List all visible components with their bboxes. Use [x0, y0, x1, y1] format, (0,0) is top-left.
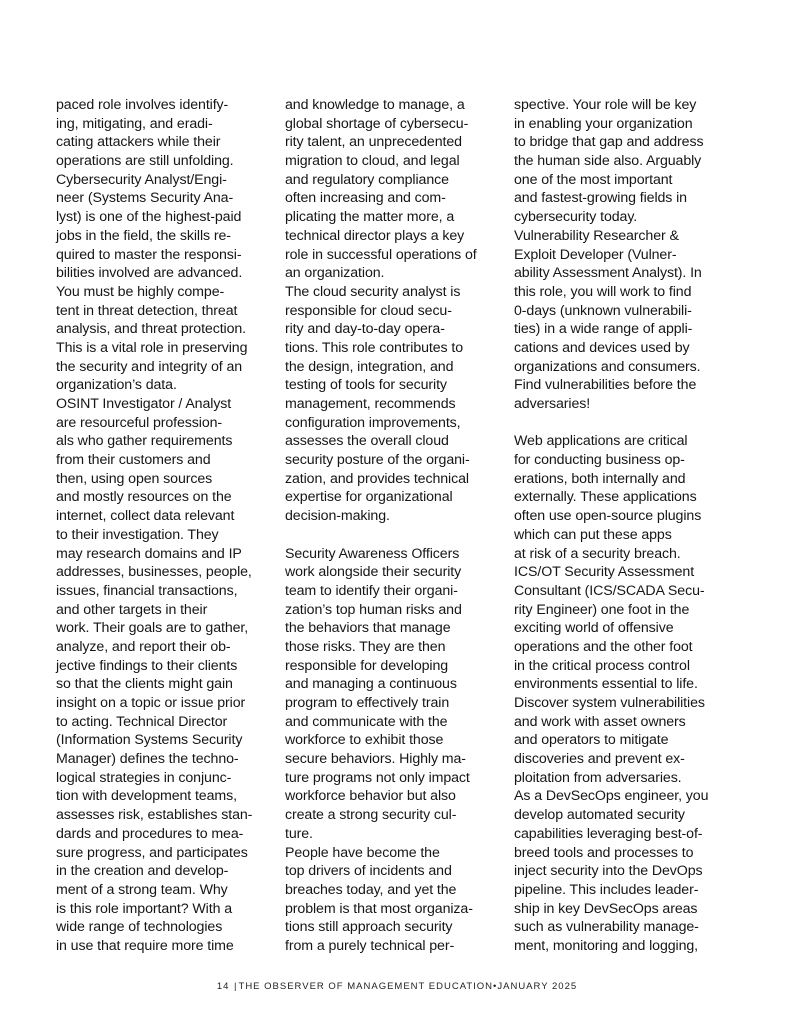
text-line: rity and day-to-day opera-: [285, 321, 445, 338]
publication-name: THE OBSERVER OF MANAGEMENT EDUCATION: [238, 981, 494, 992]
text-line: this role, you will work to find: [514, 283, 692, 300]
text-column-2: [285, 96, 500, 956]
text-line: OSINT Investigator / Analyst: [56, 396, 232, 412]
text-column-1: [56, 96, 271, 956]
text-line: externally. These applications: [514, 489, 697, 506]
text-line: bilities involved are advanced.: [56, 265, 243, 282]
text-line: Security Awareness Officers: [285, 545, 460, 562]
text-line: adversaries!: [514, 396, 591, 412]
text-line: from a purely technical per-: [285, 937, 455, 954]
text-line: plicating the matter more, a: [285, 209, 455, 226]
text-line: dards and procedures to mea-: [56, 825, 244, 842]
text-line: paced role involves identify-: [56, 97, 229, 113]
text-line: inject security into the DevOps: [514, 863, 703, 880]
text-line: in the critical process control: [514, 657, 690, 674]
text-line: assesses risk, establishes stan-: [56, 807, 253, 824]
text-line: program to effectively train: [285, 695, 450, 711]
text-line: ing, mitigating, and eradi-: [56, 115, 213, 132]
text-line: ment, monitoring and logging,: [514, 937, 699, 954]
text-line: an organization.: [285, 265, 385, 282]
text-line: expertise for organizational: [285, 489, 453, 506]
text-line: the design, integration, and: [285, 358, 454, 375]
text-line: to bridge that gap and address: [514, 134, 704, 151]
text-line: then, using open sources: [56, 470, 213, 487]
text-line: top drivers of incidents and: [285, 863, 452, 880]
text-line: those risks. They are then: [285, 638, 446, 655]
text-line: organizations and consumers.: [514, 358, 701, 375]
text-line: team to identify their organi-: [285, 582, 458, 599]
text-line: cating attackers while their: [56, 134, 221, 151]
text-line: (Information Systems Security: [56, 732, 243, 749]
text-line: the human side also. Arguably: [514, 153, 702, 170]
text-line: the security and integrity of an: [56, 358, 243, 375]
footer-separator: |: [234, 981, 238, 992]
text-line: operations are still unfolding.: [56, 153, 234, 170]
text-line: pipeline. This includes leader-: [514, 881, 699, 898]
text-line: and managing a continuous: [285, 676, 457, 693]
text-line: in enabling your organization: [514, 115, 693, 132]
text-line: role in successful operations of: [285, 246, 477, 263]
text-line: capabilities leveraging best-of-: [514, 825, 703, 842]
text-line: Discover system vulnerabilities: [514, 695, 705, 711]
text-line: neer (Systems Security Ana-: [56, 190, 234, 207]
text-line: organization’s data.: [56, 377, 177, 394]
text-line: sure progress, and participates: [56, 844, 248, 861]
text-line: problem is that most organiza-: [285, 900, 473, 917]
text-line: may research domains and IP: [56, 545, 242, 562]
text-line: workforce behavior but also: [285, 788, 456, 805]
text-line: exciting world of offensive: [514, 620, 674, 637]
text-line: insight on a topic or issue prior: [56, 695, 246, 711]
text-line: internet, collect data relevant: [56, 508, 235, 525]
text-line: work alongside their security: [285, 564, 462, 581]
text-line: quired to master the responsi-: [56, 246, 242, 263]
text-line: and regulatory compliance: [285, 171, 449, 188]
text-line: zation, and provides technical: [285, 470, 469, 487]
text-line: rity talent, an unprecedented: [285, 134, 462, 151]
text-line: tions still approach security: [285, 919, 453, 936]
text-line: issues, financial transactions,: [56, 582, 238, 599]
page-footer: [0, 981, 794, 992]
text-line: cations and devices used by: [514, 339, 690, 356]
text-line: so that the clients might gain: [56, 676, 233, 693]
text-line: 0-days (unknown vulnerabili-: [514, 302, 692, 319]
text-line: lyst) is one of the highest-paid: [56, 209, 242, 226]
text-line: [514, 414, 729, 433]
text-line: are resourceful profession-: [56, 414, 223, 431]
text-line: global shortage of cybersecu-: [285, 115, 469, 132]
text-line: People have become the: [285, 844, 440, 861]
text-line: You must be highly compe-: [56, 283, 225, 300]
text-line: environments essential to life.: [514, 676, 698, 693]
text-line: jobs in the field, the skills re-: [56, 227, 231, 244]
text-line: often increasing and com-: [285, 190, 446, 207]
text-line: breaches today, and yet the: [285, 881, 457, 898]
text-line: which can put these apps: [514, 526, 672, 543]
text-line: and work with asset owners: [514, 713, 686, 730]
text-line: Exploit Developer (Vulner-: [514, 246, 677, 263]
text-line: and operators to mitigate: [514, 732, 669, 749]
text-line: The cloud security analyst is: [285, 283, 461, 300]
text-line: decision-making.: [285, 508, 390, 525]
text-line: assesses the overall cloud: [285, 433, 449, 450]
text-line: secure behaviors. Highly ma-: [285, 751, 466, 768]
text-line: and fastest-growing fields in: [514, 190, 687, 207]
text-column-3: [514, 96, 729, 956]
text-line: ment of a strong team. Why: [56, 881, 228, 898]
text-line: Vulnerability Researcher &: [514, 227, 679, 244]
text-line: As a DevSecOps engineer, you: [514, 788, 709, 805]
footer-bullet: •: [493, 981, 498, 992]
text-line: responsible for developing: [285, 657, 449, 674]
text-line: at risk of a security breach.: [514, 545, 681, 562]
text-line: in use that require more time: [56, 937, 234, 954]
text-line: ture.: [285, 825, 313, 842]
text-line: ploitation from adversaries.: [514, 769, 682, 786]
text-line: and mostly resources on the: [56, 489, 232, 506]
text-line: workforce to exhibit those: [285, 732, 444, 749]
text-line: and other targets in their: [56, 601, 208, 618]
text-line: one of the most important: [514, 171, 673, 188]
text-line: zation’s top human risks and: [285, 601, 462, 618]
text-line: security posture of the organi-: [285, 452, 470, 469]
text-line: the behaviors that manage: [285, 620, 451, 637]
text-line: cybersecurity today.: [514, 209, 638, 226]
text-line: in the creation and develop-: [56, 863, 229, 880]
text-line: operations and the other foot: [514, 638, 693, 655]
text-line: ability Assessment Analyst). In: [514, 265, 702, 282]
text-line: develop automated security: [514, 807, 685, 824]
text-line: rity Engineer) one foot in the: [514, 601, 690, 618]
text-line: ICS/OT Security Assessment: [514, 564, 695, 581]
issue-date: JANUARY 2025: [497, 981, 578, 992]
text-line: is this role important? With a: [56, 900, 232, 917]
text-line: and communicate with the: [285, 713, 448, 730]
text-line: for conducting business op-: [514, 452, 685, 469]
text-line: work. Their goals are to gather,: [56, 620, 249, 637]
text-line: to acting. Technical Director: [56, 713, 228, 730]
text-line: ture programs not only impact: [285, 769, 470, 786]
text-line: Find vulnerabilities before the: [514, 377, 697, 394]
text-line: This is a vital role in preserving: [56, 339, 248, 356]
text-line: addresses, businesses, people,: [56, 564, 252, 581]
text-line: breed tools and processes to: [514, 844, 694, 861]
text-line: jective findings to their clients: [56, 657, 238, 674]
text-line: ship in key DevSecOps areas: [514, 900, 698, 917]
text-line: tions. This role contributes to: [285, 339, 464, 356]
text-line: create a strong security cul-: [285, 807, 457, 824]
text-line: migration to cloud, and legal: [285, 153, 460, 170]
text-line: and knowledge to manage, a: [285, 97, 465, 113]
text-line: tion with development teams,: [56, 788, 237, 805]
text-line: often use open-source plugins: [514, 508, 702, 525]
text-line: such as vulnerability manage-: [514, 919, 699, 936]
text-line: spective. Your role will be key: [514, 97, 697, 113]
text-line: erations, both internally and: [514, 470, 686, 487]
page-number: 14: [216, 981, 230, 992]
text-line: ties) in a wide range of appli-: [514, 321, 693, 338]
text-line: Cybersecurity Analyst/Engi-: [56, 171, 227, 188]
text-line: discoveries and prevent ex-: [514, 751, 685, 768]
text-line: responsible for cloud secu-: [285, 302, 452, 319]
text-line: from their customers and: [56, 452, 211, 469]
text-line: management, recommends: [285, 396, 456, 412]
text-line: tent in threat detection, threat: [56, 302, 238, 319]
text-line: testing of tools for security: [285, 377, 447, 394]
text-line: technical director plays a key: [285, 227, 465, 244]
text-line: analysis, and threat protection.: [56, 321, 247, 338]
text-line: logical strategies in conjunc-: [56, 769, 232, 786]
text-line: Manager) defines the techno-: [56, 751, 239, 768]
text-line: Web applications are critical: [514, 433, 688, 450]
text-line: to their investigation. They: [56, 526, 219, 543]
text-line: wide range of technologies: [56, 919, 223, 936]
text-line: Consultant (ICS/SCADA Secu-: [514, 582, 705, 599]
text-line: [285, 526, 500, 545]
text-line: configuration improvements,: [285, 414, 461, 431]
text-line: analyze, and report their ob-: [56, 638, 231, 655]
text-line: als who gather requirements: [56, 433, 233, 450]
